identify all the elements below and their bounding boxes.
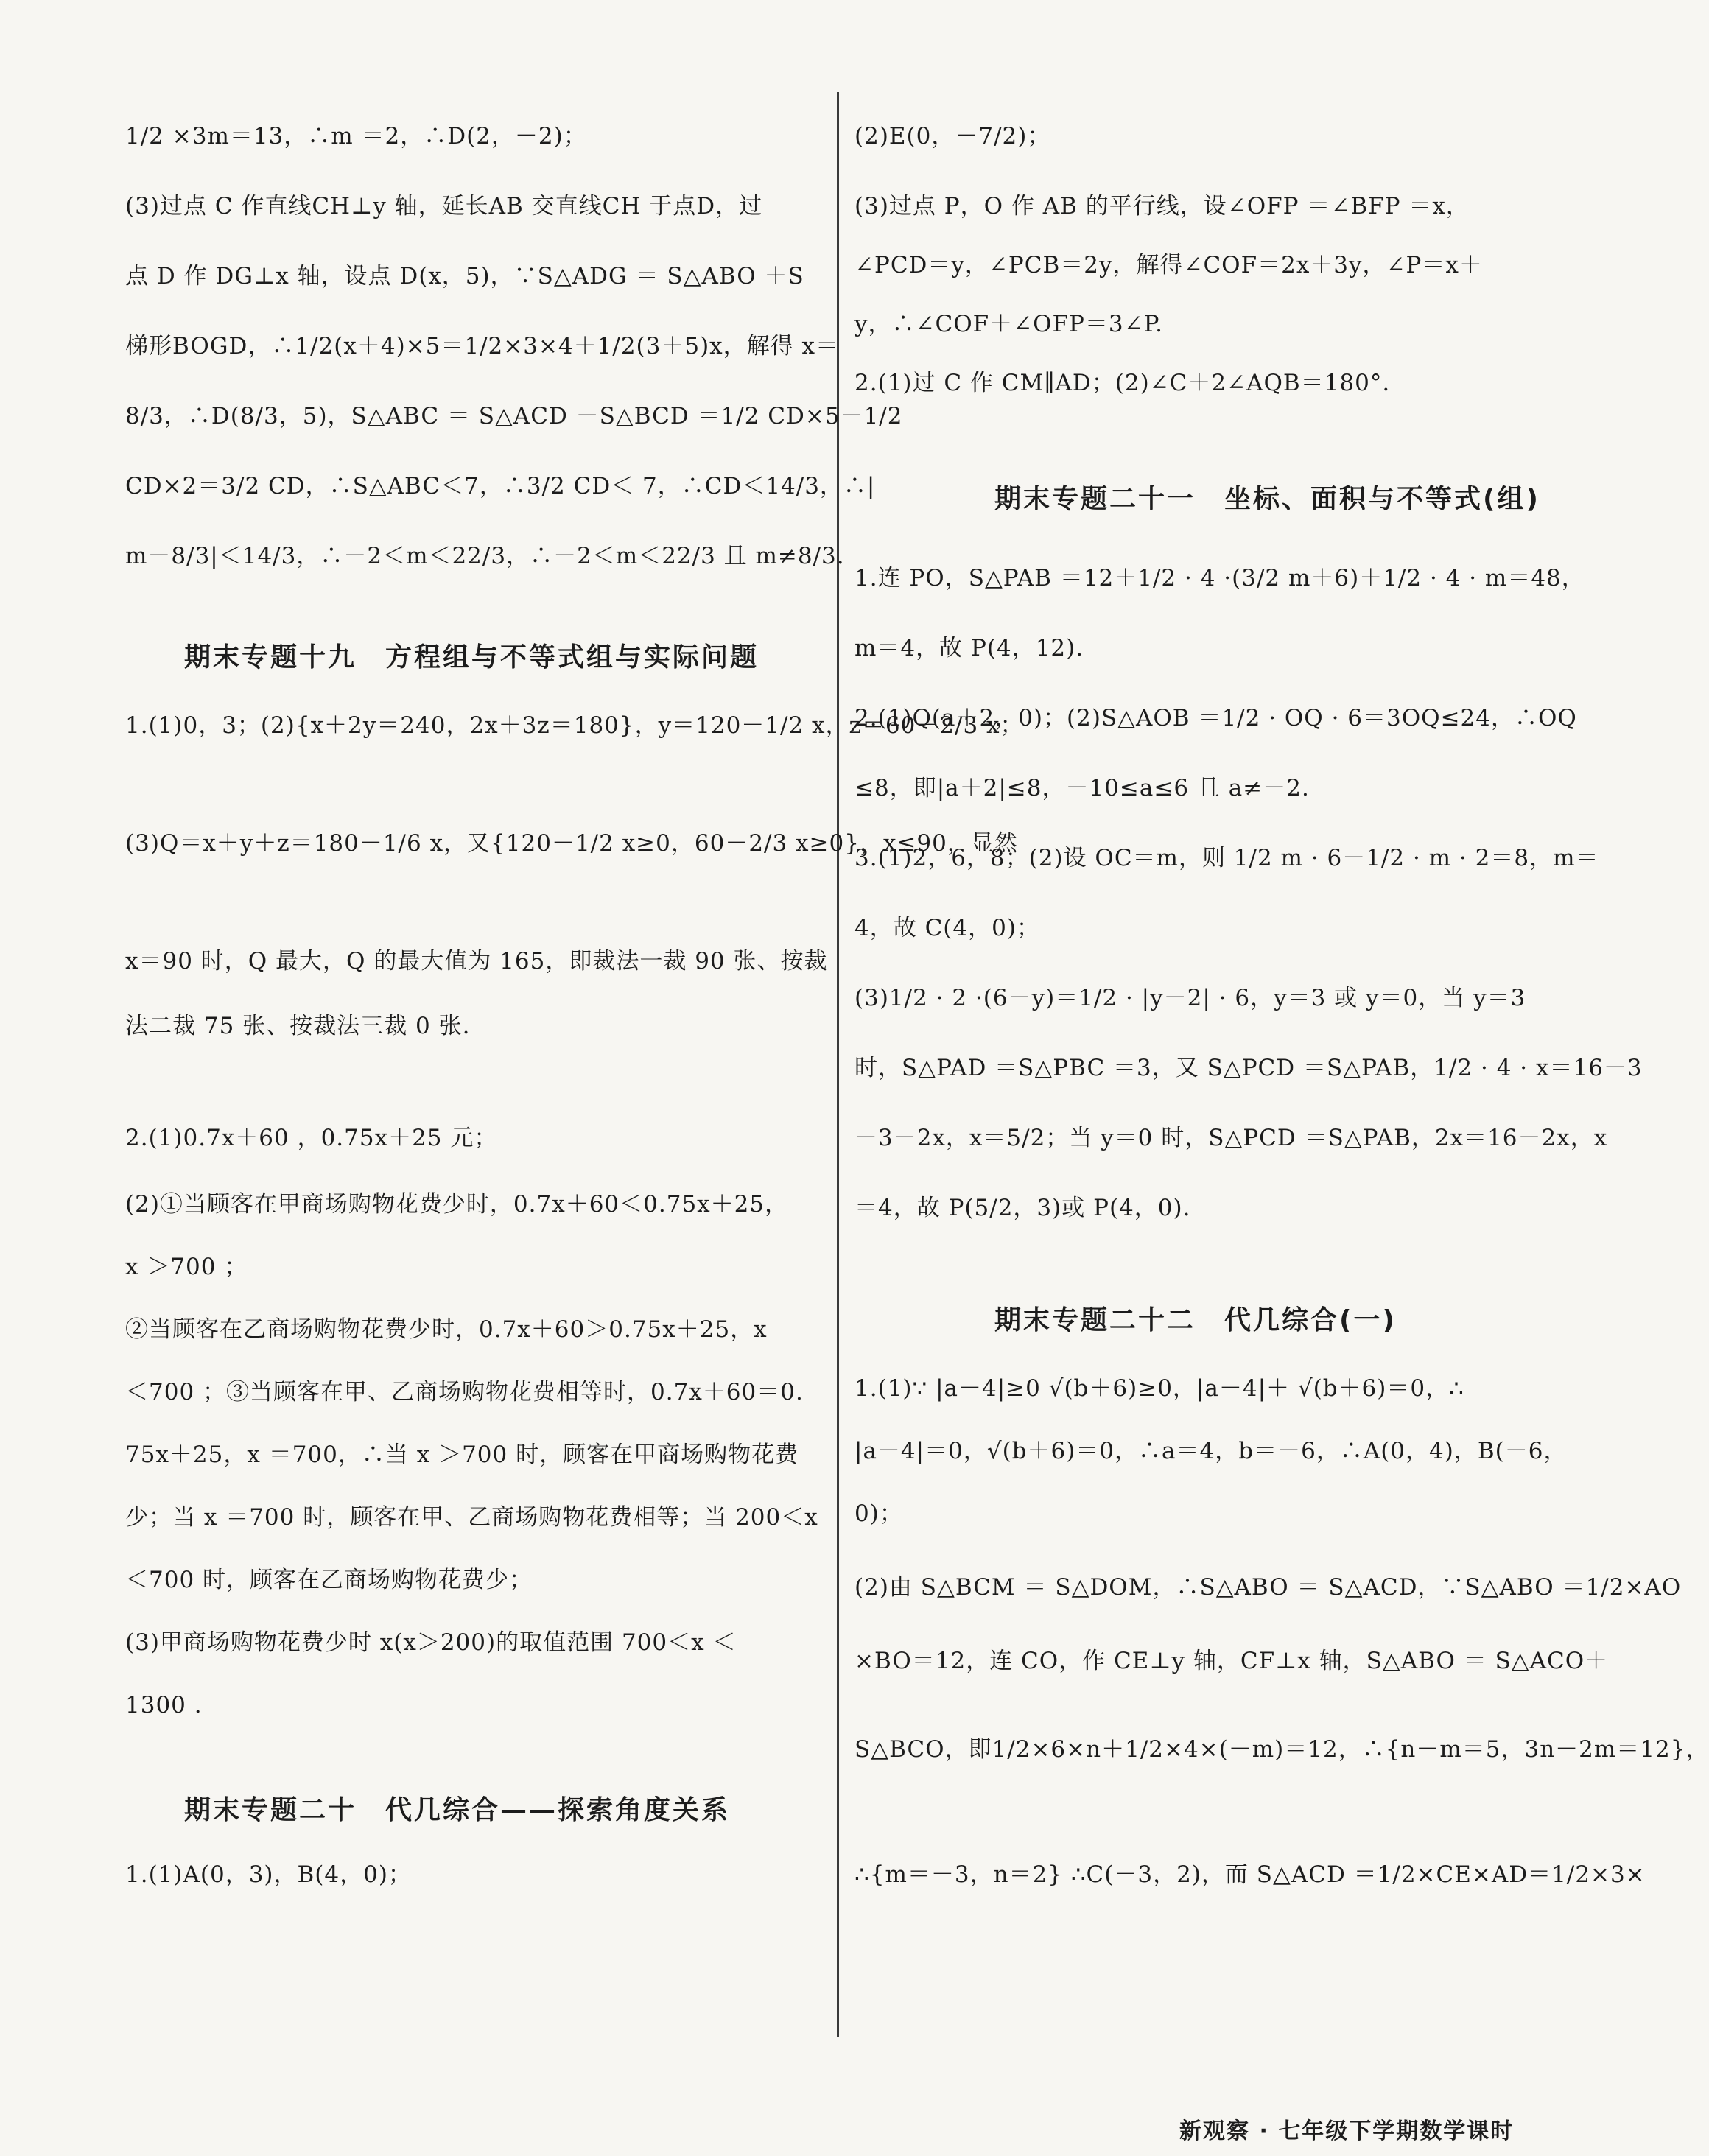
- text-line: S△BCO，即1/2×6×n＋1/2×4×(－m)＝12，∴{n－m＝5，3n－2m＝12}，: [854, 1736, 1709, 1763]
- text-line: 4，故 C(4，0)；: [854, 915, 1040, 941]
- text-line: 75x＋25，x ＝700，∴当 x ＞700 时，顾客在甲商场购物花费: [125, 1442, 799, 1468]
- text-line: (2)E(0，－7/2)；: [854, 123, 1051, 150]
- text-line: (3)1/2 · 2 ·(6－y)＝1/2 · |y－2| · 6，y＝3 或 y＝0，当 y＝3: [854, 985, 1526, 1011]
- text-line: ×BO＝12，连 CO，作 CE⊥y 轴，CF⊥x 轴，S△ABO ＝ S△ACO＋: [854, 1648, 1609, 1674]
- text-line: ∠PCD＝y，∠PCB＝2y，解得∠COF＝2x＋3y，∠P＝x＋: [854, 252, 1483, 278]
- text-line: 1300 .: [125, 1692, 203, 1718]
- text-line: 梯形BOGD，∴1/2(x＋4)×5＝1/2×3×4＋1/2(3＋5)x，解得 x＝: [125, 333, 840, 359]
- text-line: ∴{m＝－3，n＝2} ∴C(－3，2)，而 S△ACD ＝1/2×CE×AD＝1/2×3×: [854, 1861, 1646, 1888]
- text-line: ②当顾客在乙商场购物花费少时，0.7x＋60＞0.75x＋25，x: [125, 1316, 768, 1343]
- text-line: (3)Q＝x＋y＋z＝180－1/6 x，又{120－1/2 x≥0，60－2/3 x≥0}，x≤90，显然: [125, 830, 1018, 857]
- text-line: m－8/3|＜14/3，∴－2＜m＜22/3，∴－2＜m＜22/3 且 m≠8/3.: [125, 543, 845, 569]
- text-line: 2.(1)0.7x＋60 ，0.75x＋25 元；: [125, 1125, 498, 1151]
- text-line: 法二裁 75 张、按裁法三裁 0 张.: [125, 1013, 471, 1039]
- section-heading-21: 期末专题二十一 坐标、面积与不等式(组): [994, 484, 1540, 514]
- text-line: x＝90 时，Q 最大，Q 的最大值为 165，即裁法一裁 90 张、按裁: [125, 948, 828, 975]
- text-line: y，∴∠COF＋∠OFP＝3∠P.: [854, 311, 1164, 337]
- text-line: 少；当 x ＝700 时，顾客在甲、乙商场购物花费相等；当 200＜x: [125, 1504, 818, 1531]
- section-heading-22: 期末专题二十二 代几综合(一): [994, 1305, 1397, 1335]
- section-heading-20: 期末专题二十 代几综合——探索角度关系: [184, 1795, 731, 1825]
- text-line: (2)①当顾客在甲商场购物花费少时，0.7x＋60＜0.75x＋25，: [125, 1191, 789, 1218]
- text-line: CD×2＝3/2 CD，∴S△ABC＜7，∴3/2 CD＜ 7，∴CD＜14/3，∴|: [125, 473, 876, 499]
- text-line: (3)过点 C 作直线CH⊥y 轴，延长AB 交直线CH 于点D，过: [125, 193, 763, 220]
- text-line: 1.(1)A(0，3)，B(4，0)；: [125, 1861, 412, 1888]
- text-line: 2.(1)过 C 作 CM∥AD；(2)∠C＋2∠AQB＝180°.: [854, 370, 1391, 396]
- text-line: ＝4，故 P(5/2，3)或 P(4，0).: [854, 1195, 1191, 1221]
- text-line: 1.(1)0，3；(2){x＋2y＝240，2x＋3z＝180}，y＝120－1/2 x，z＝60－2/3 x；: [125, 712, 1024, 739]
- text-line: 时，S△PAD ＝S△PBC ＝3，又 S△PCD ＝S△PAB，1/2 · 4 · x＝16－3: [854, 1055, 1643, 1081]
- text-line: 3.(1)2，6，8；(2)设 OC＝m，则 1/2 m · 6－1/2 · m · 2＝8，m＝: [854, 845, 1599, 871]
- text-line: ≤8，即|a＋2|≤8，－10≤a≤6 且 a≠－2.: [854, 775, 1310, 801]
- text-line: (3)甲商场购物花费少时 x(x＞200)的取值范围 700＜x ＜: [125, 1629, 737, 1656]
- text-line: 1/2 ×3m＝13，∴m ＝2，∴D(2，－2)；: [125, 123, 587, 150]
- text-line: 2.(1)Q(a＋2，0)；(2)S△AOB ＝1/2 · OQ · 6＝3OQ≤24，∴OQ: [854, 705, 1577, 731]
- page-footer: 新观察 · 七年级下学期数学课时: [1179, 2118, 1515, 2144]
- text-line: ＜700 ；③当顾客在甲、乙商场购物花费相等时，0.7x＋60＝0.: [125, 1379, 804, 1405]
- text-line: －3－2x，x＝5/2；当 y＝0 时，S△PCD ＝S△PAB，2x＝16－2x，x: [854, 1125, 1608, 1151]
- text-line: 0)；: [854, 1500, 903, 1527]
- text-line: 8/3，∴D(8/3，5)，S△ABC ＝ S△ACD －S△BCD ＝1/2 CD×5－1/2: [125, 403, 903, 429]
- text-line: ＜700 时，顾客在乙商场购物花费少；: [125, 1567, 533, 1593]
- text-line: 点 D 作 DG⊥x 轴，设点 D(x，5)，∵S△ADG ＝ S△ABO ＋S: [125, 263, 804, 289]
- column-divider: [837, 92, 839, 2037]
- text-line: (2)由 S△BCM ＝ S△DOM，∴S△ABO ＝ S△ACD，∵S△ABO ＝1/2×AO: [854, 1574, 1682, 1601]
- text-line: 1.连 PO，S△PAB ＝12＋1/2 · 4 ·(3/2 m＋6)＋1/2 · 4 · m＝48，: [854, 565, 1585, 591]
- text-line: (3)过点 P，O 作 AB 的平行线，设∠OFP ＝∠BFP ＝x，: [854, 193, 1470, 220]
- text-line: m＝4，故 P(4，12).: [854, 635, 1084, 661]
- text-line: x ＞700 ；: [125, 1254, 248, 1280]
- section-heading-19: 期末专题十九 方程组与不等式组与实际问题: [184, 642, 759, 673]
- text-line: |a－4|＝0，√(b＋6)＝0，∴a＝4，b＝－6，∴A(0，4)，B(－6，: [854, 1438, 1568, 1464]
- text-line: 1.(1)∵ |a－4|≥0 √(b＋6)≥0，|a－4|＋ √(b＋6)＝0，∴: [854, 1375, 1464, 1402]
